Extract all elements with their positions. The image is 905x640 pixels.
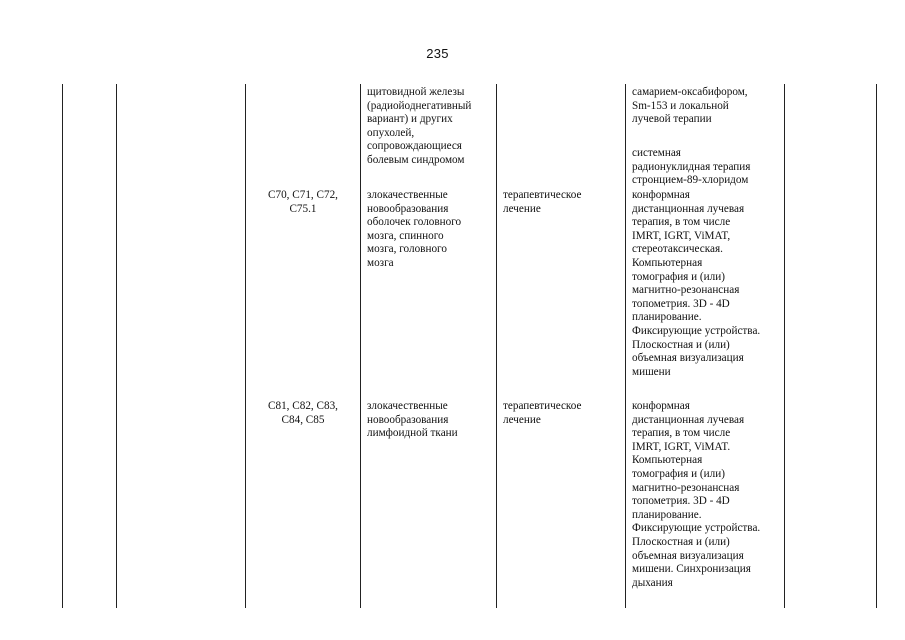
page-number: 235 (426, 46, 449, 61)
row-1-method-cell: конформная дистанционная лучевая терапия, в том числе IMRT, IGRT, ViMAT, стереотаксическая. Компьютерная томография и (или) магнитно-резонансная топометрия. 3D - 4D планирование. Фиксирующие устройства. Плоскостная и (или) объемная визуализация мишени (632, 189, 761, 378)
row-1-codes-cell: C70, C71, C72, C75.1 (268, 189, 338, 215)
row-1-diagnosis-cell: злокачественные новообразования оболочек головного мозга, спинного мозга, головного мозга (367, 189, 462, 269)
column-border-1 (62, 84, 63, 608)
row-2-codes-cell: C81, C82, C83, C84, C85 (268, 400, 338, 426)
continuation-method-cell: самарием-оксабифором, Sm-153 и локальной лучевой терапии (632, 86, 748, 126)
row-2-treatment-type-cell: терапевтическое лечение (503, 400, 582, 426)
row-2-method-cell: конформная дистанционная лучевая терапия, в том числе IMRT, IGRT, ViMAT. Компьютерная томография и (или) магнитно-резонансная топометрия. 3D - 4D планирование. Фиксирующие устройства. Плоскостная и (или) объемная визуализация мишени. Синхронизация дыхания (632, 400, 761, 589)
column-border-6 (625, 84, 626, 608)
column-border-4 (360, 84, 361, 608)
continuation-diagnosis-cell: щитовидной железы (радиойоднегативный вариант) и других опухолей, сопровождающиеся болевым синдромом (367, 86, 472, 166)
row-2-diagnosis-cell: злокачественные новообразования лимфоидной ткани (367, 400, 458, 440)
column-border-8 (876, 84, 877, 608)
column-border-2 (116, 84, 117, 608)
column-border-3 (245, 84, 246, 608)
row-1-treatment-type-cell: терапевтическое лечение (503, 189, 582, 215)
column-border-7 (784, 84, 785, 608)
column-border-5 (496, 84, 497, 608)
continuation-method-cell-2: системная радионуклидная терапия стронцием-89-хлоридом (632, 147, 751, 187)
